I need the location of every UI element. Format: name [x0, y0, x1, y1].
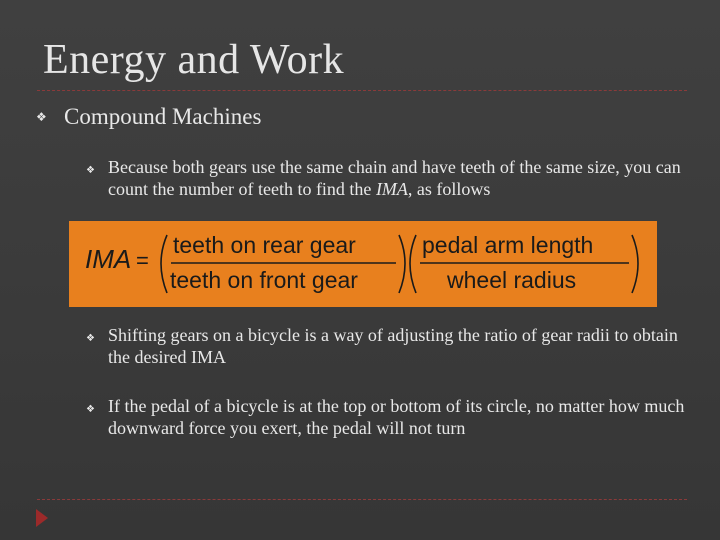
sub-bullet-3-text: If the pedal of a bicycle is at the top or bottom of its circle, no matter how much downward force you exert, the pedal will not turn [108, 396, 685, 438]
title-divider [37, 90, 687, 91]
diamond-bullet-icon: ❖ [36, 110, 47, 124]
diamond-bullet-icon: ❖ [86, 404, 95, 415]
formula-frac1-den: teeth on front gear [170, 267, 358, 293]
left-paren-2 [410, 235, 416, 293]
diamond-bullet-icon: ❖ [86, 165, 95, 176]
next-arrow-icon[interactable] [36, 509, 48, 532]
diamond-bullet-icon: ❖ [86, 333, 95, 344]
ima-emphasis: IMA [375, 179, 408, 199]
formula-frac2-num: pedal arm length [422, 232, 594, 258]
formula-lhs: IMA [85, 244, 132, 274]
footer-divider [37, 499, 687, 500]
sub-bullet-1-text-a: Because both gears use the same chain and have teeth of the same size, you can count the number of teeth to find the [108, 157, 681, 199]
sub-bullet-2 [86, 324, 686, 368]
sub-bullet-3 [86, 395, 686, 439]
sub-bullet-1-text-b: , as follows [407, 179, 491, 199]
ima-formula [69, 221, 657, 307]
ima-formula-box [69, 221, 657, 307]
sub-bullet-2-text: Shifting gears on a bicycle is a way of adjusting the ratio of gear radii to obtain the desired IMA [108, 325, 678, 367]
right-paren-2 [632, 235, 638, 293]
sub-bullet-1 [86, 156, 686, 200]
right-paren-1 [399, 235, 405, 293]
formula-frac2-den: wheel radius [447, 267, 577, 293]
left-paren-1 [161, 235, 167, 293]
main-bullet [36, 104, 696, 130]
slide-title: Energy and Work [43, 37, 345, 83]
formula-equals: = [136, 248, 149, 273]
main-bullet-text: Compound Machines [64, 104, 262, 129]
formula-frac1-num: teeth on rear gear [173, 232, 356, 258]
sub-bullet-1-text [108, 156, 686, 200]
